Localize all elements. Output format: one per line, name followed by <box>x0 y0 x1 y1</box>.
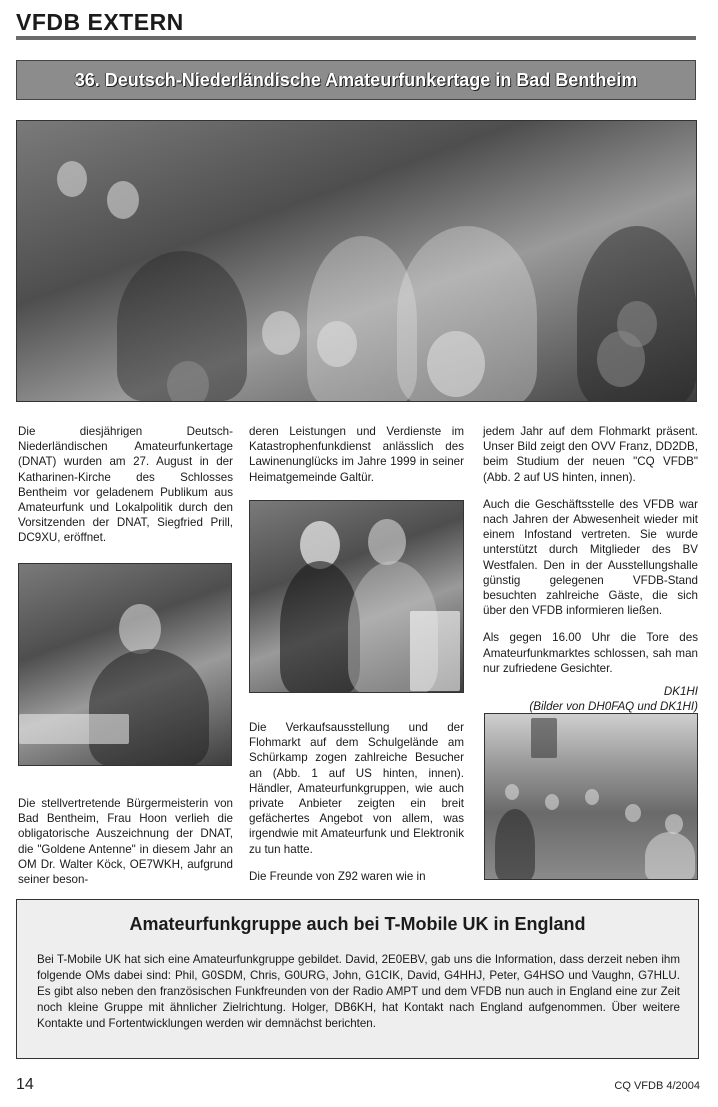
office-paragraph: Auch die Geschäftsstelle des VFDB war nach Jahren der Abwesenheit wieder mit einem Infostand vertreten. Sie wurde unterstützt durch Mitglieder des BV Westfalen. Den in der Ausstellungshalle günstig gelegenen VFDB-Stand besuchten zahlreiche Gäste, die sich über den VFDB informieren ließen. <box>483 497 698 618</box>
flea-market-paragraph: Die Verkaufsausstellung und der Flohmarkt auf dem Schulgelände am Schürkamp zogen zahlreiche Besucher an (Abb. 1 auf US hinten, innen). Händler, Amateurfunkgruppen, wie auch private Anbieter zeigten ein breit gefächertes Angebot von allem, was irgendwie mit Amateurfunk und Elektronik zu tun hatte. <box>249 721 464 856</box>
left-column-intro <box>18 424 233 558</box>
article-title: 36. Deutsch-Niederländische Amateurfunkertage in Bad Bentheim <box>74 69 638 90</box>
info-box-title: Amateurfunkgruppe auch bei T-Mobile UK in England <box>129 914 586 934</box>
closing-paragraph: Als gegen 16.00 Uhr die Tore des Amateurfunkmarktes schlossen, sah man nur zufriedene Gesichter. <box>483 631 698 675</box>
continuation-paragraph: deren Leistungen und Verdienste im Katastrophenfunkdienst anlässlich des Lawinenunglücks im Jahre 1999 in seiner Heimatgemeinde Galtür. <box>249 425 464 484</box>
z92-paragraph: Die Freunde von Z92 waren wie in <box>249 869 426 883</box>
info-box <box>16 899 699 1059</box>
middle-column-bottom <box>249 720 464 896</box>
intro-paragraph: Die diesjährigen Deutsch-Niederländischen Amateurfunkertage (DNAT) wurden am 27. August in der Katharinen-Kirche des Schlosses Bentheim vor geladenem Publikum aus Amateurfunk und Lokalpolitik durch den Vorsitzenden der DNAT, Siegfried Prill, DC9XU, eröffnet. <box>18 425 233 545</box>
z92-continuation-paragraph: jedem Jahr auf dem Flohmarkt präsent. Unser Bild zeigt den OVV Franz, DD2DB, beim Studium der neuen "CQ VFDB" (Abb. 2 auf US hinten, innen). <box>483 425 698 484</box>
section-title: VFDB EXTERN <box>16 9 184 35</box>
photo-credit: (Bilder von DH0FAQ und DK1HI) <box>529 700 698 714</box>
author-signature: DK1HI <box>663 685 698 699</box>
flea-market-photo <box>484 713 698 880</box>
speaker-photo <box>18 563 232 766</box>
page-number: 14 <box>16 1076 34 1093</box>
header-rule <box>16 36 696 40</box>
right-column <box>483 424 698 714</box>
left-column-bottom <box>18 796 233 899</box>
info-box-body: Bei T-Mobile UK hat sich eine Amateurfunkgruppe gebildet. David, 2E0EBV, gab uns die Information, dass derzeit neben ihm folgende OMs dabei sind: Phil, G0SDM, Chris, G0URG, John, G1CIK, David, G4HHJ, Peter, G4HSO und Vaughn, G7HLU. Es gibt also neben den französischen Funkfreunden von der Radio AMPT und dem VFDB nun auch in England eine zur Zeit noch kleine Gruppe mit ähnlicher Zielrichtung. Holger, DB6KH, hat Kontakt nach England aufgenommen. Über weitere Kontakte und Fortentwicklungen werden wir demnächst berichten. <box>37 953 680 1030</box>
issue-label: CQ VFDB 4/2004 <box>614 1080 700 1092</box>
article-banner <box>16 60 696 100</box>
middle-column-top <box>249 424 464 497</box>
award-paragraph: Die stellvertretende Bürgermeisterin von Bad Bentheim, Frau Hoon verlieh die obligatorische Auszeichnung der DNAT, die "Goldene Antenne" in diesem Jahr an OM Dr. Walter Köck, OE7WKH, aufgrund seiner beson- <box>18 797 233 887</box>
award-photo <box>249 500 464 693</box>
audience-photo <box>16 120 697 402</box>
